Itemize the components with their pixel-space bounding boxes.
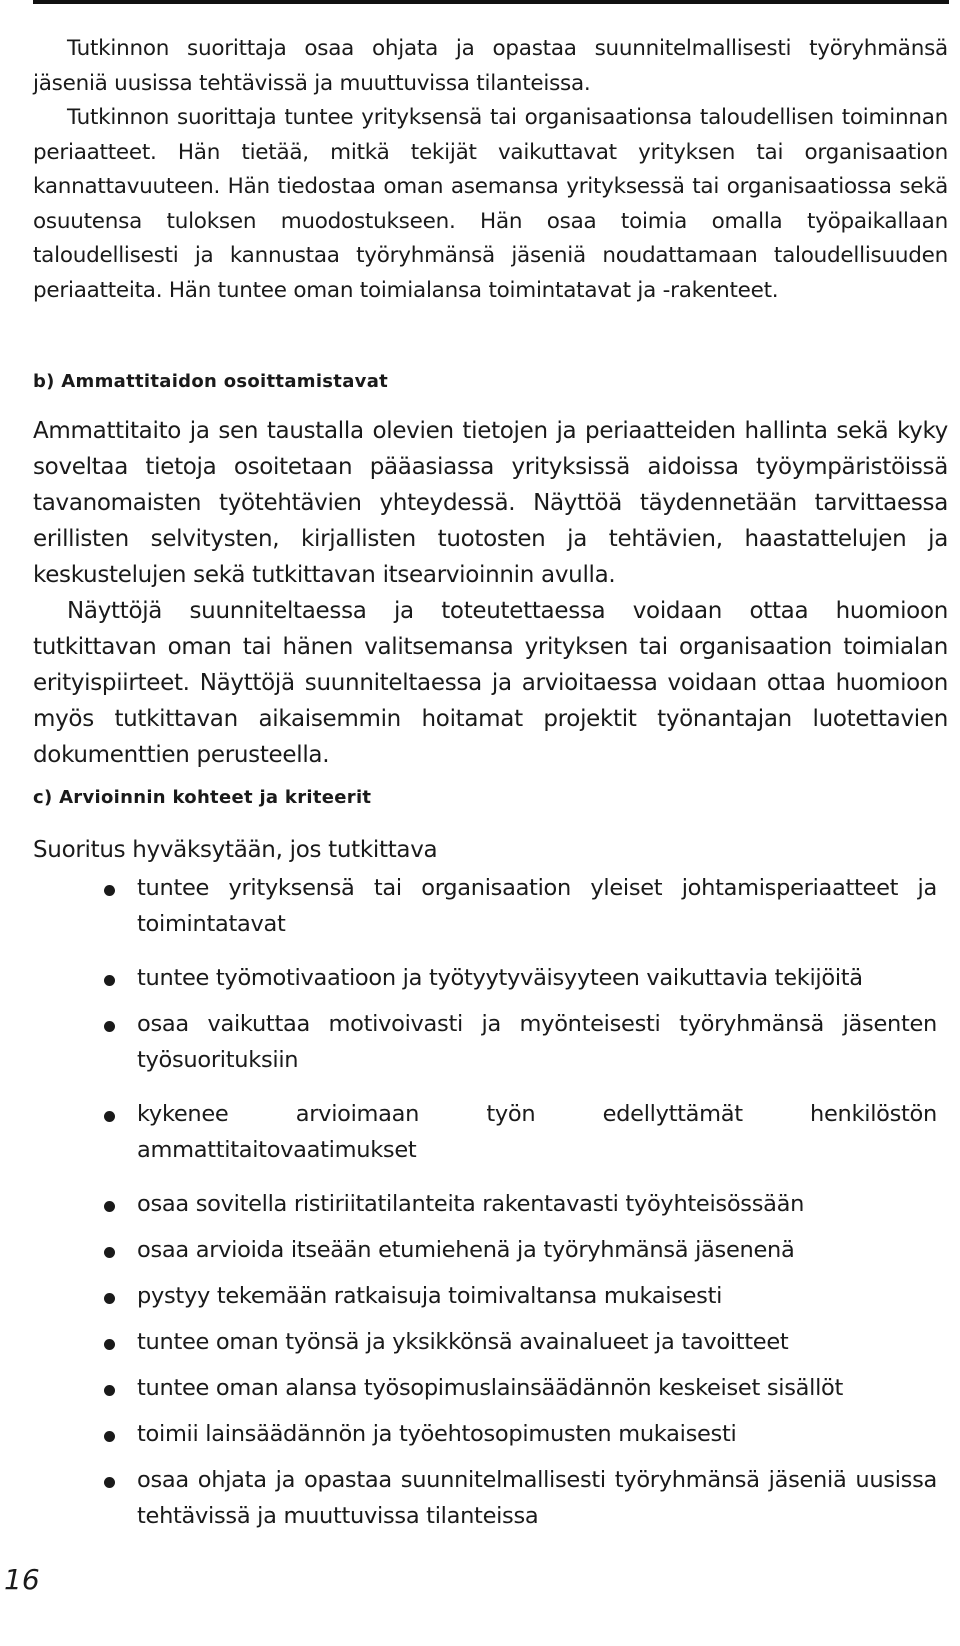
top-rule xyxy=(33,0,949,4)
section-b-body xyxy=(33,413,948,773)
section-c-heading: c) Arvioinnin kohteet ja kriteerit xyxy=(33,787,372,808)
list-item-text: osaa ohjata ja opastaa suunnitelmallisesti työryhmänsä jäseniä uusissa tehtävissä ja muuttuvissa tilanteissa xyxy=(137,1467,937,1529)
list-item-text: tuntee oman alansa työsopimuslainsäädännön keskeiset sisällöt xyxy=(137,1375,844,1401)
section-b-paragraph: Näyttöjä suunniteltaessa ja toteutettaessa voidaan ottaa huomioon tutkittavan oman tai hänen valitsemansa yrityksen tai organisaation toimialan erityispiirteet. Näyttöjä suunniteltaessa ja arvioitaessa voidaan ottaa huomioon myös tutkittavan aikaisemmin hoitamat projektit työnantajan luotettavien dokumenttien perusteella. xyxy=(33,598,948,768)
list-item-text: tuntee työmotivaatioon ja työtyytyväisyyteen vaikuttavia tekijöitä xyxy=(137,965,863,991)
criteria-lead: Suoritus hyväksytään, jos tutkittava xyxy=(33,837,438,863)
intro-paragraph: Tutkinnon suorittaja osaa ohjata ja opastaa suunnitelmallisesti työryhmänsä jäseniä uusissa tehtävissä ja muuttuvissa tilanteissa. xyxy=(33,36,948,96)
list-item-text: pystyy tekemään ratkaisuja toimivaltansa mukaisesti xyxy=(137,1283,723,1309)
bullet-icon xyxy=(104,1201,115,1212)
list-item-text: osaa vaikuttaa motivoivasti ja myönteisesti työryhmänsä jäsenten työsuorituksiin xyxy=(137,1011,937,1073)
bullet-icon xyxy=(104,1021,115,1032)
section-b-heading: b) Ammattitaidon osoittamistavat xyxy=(33,371,389,392)
bullet-icon xyxy=(104,1111,115,1122)
list-item-text: tuntee oman työnsä ja yksikkönsä avainalueet ja tavoitteet xyxy=(137,1329,789,1355)
list-item-text: tuntee yrityksensä tai organisaation yleiset johtamisperiaatteet ja toimintatavat xyxy=(137,875,937,937)
list-item-text: osaa arvioida itseään etumiehenä ja työryhmänsä jäsenenä xyxy=(137,1237,795,1263)
section-b-paragraph: Ammattitaito ja sen taustalla olevien tietojen ja periaatteiden hallinta sekä kyky soveltaa tietoja osoitetaan pääasiassa yrityksissä aidoissa työympäristöissä tavanomaisten työtehtävien yhteydessä. Näyttöä täydennetään tarvittaessa erillisten selvitysten, kirjallisten tuotosten ja tehtävien, haastattelujen ja keskustelujen sekä tutkittavan itsearvioinnin avulla. xyxy=(33,418,948,588)
bullet-icon xyxy=(104,1477,115,1488)
bullet-icon xyxy=(104,1431,115,1442)
list-item-text: osaa sovitella ristiriitatilanteita rakentavasti työyhteisössään xyxy=(137,1191,805,1217)
intro-section xyxy=(33,32,948,308)
bullet-icon xyxy=(104,1293,115,1304)
bullet-icon xyxy=(104,1339,115,1350)
list-item-text: toimii lainsäädännön ja työehtosopimusten mukaisesti xyxy=(137,1421,737,1447)
bullet-icon xyxy=(104,1247,115,1258)
bullet-icon xyxy=(104,1385,115,1396)
bullet-icon xyxy=(104,975,115,986)
intro-paragraph: Tutkinnon suorittaja tuntee yrityksensä tai organisaationsa taloudellisen toiminnan periaatteet. Hän tietää, mitkä tekijät vaikuttavat yrityksen tai organisaation kannattavuuteen. Hän tiedostaa oman asemansa yrityksessä tai organisaatiossa sekä osuutensa tuloksen muodostukseen. Hän osaa toimia omalla työpaikallaan taloudellisesti ja kannustaa työryhmänsä jäseniä noudattamaan taloudellisuuden periaatteita. Hän tuntee oman toimialansa toimintatavat ja -rakenteet. xyxy=(33,105,948,303)
bullet-icon xyxy=(104,885,115,896)
list-item-text: kykenee arvioimaan työn edellyttämät henkilöstön ammattitaitovaatimukset xyxy=(137,1101,937,1163)
page-number: 16 xyxy=(4,1563,40,1596)
